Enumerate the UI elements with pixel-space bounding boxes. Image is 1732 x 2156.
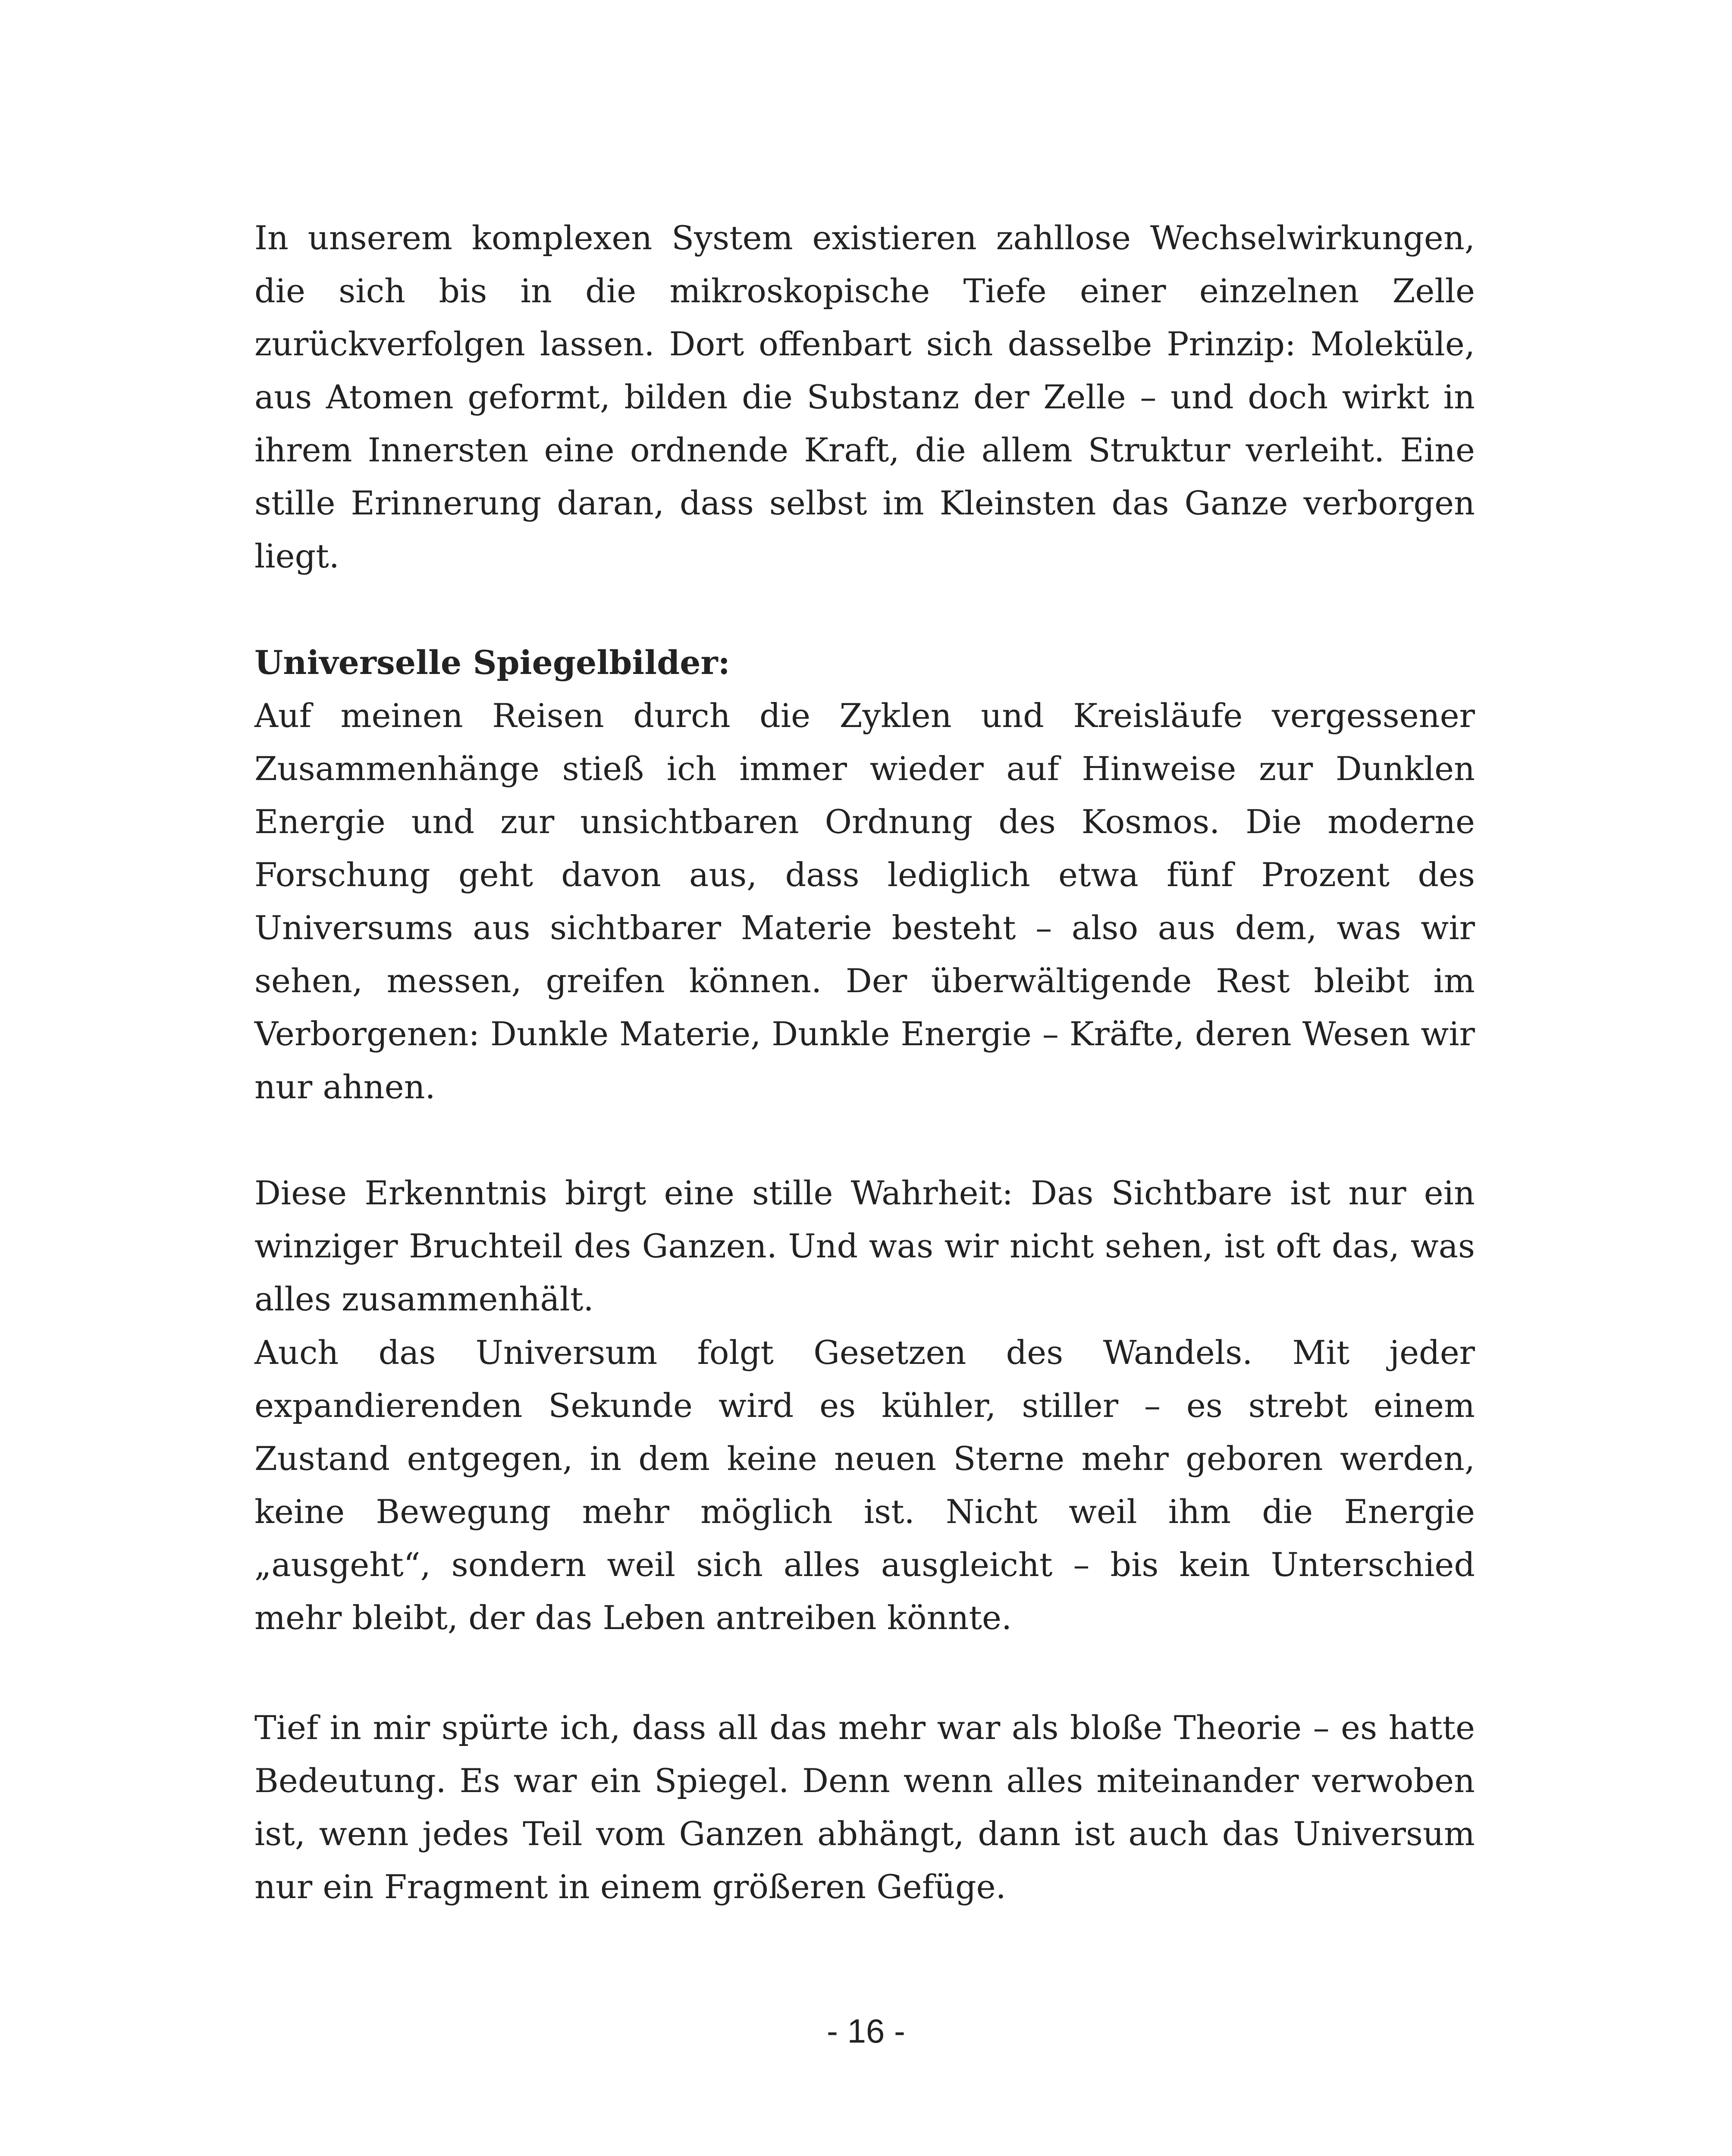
paragraph-visible-truth	[254, 1166, 1475, 1330]
paragraph-5: Tief in mir spürte ich, dass all das mehr war als bloße Theorie – es hatte Bedeutung. Es war ein Spiegel. Denn wenn alles miteinander verwoben ist, wenn jedes Teil vom Ganzen abhängt, dann ist auch das Universum nur ein Fragment in einem größeren Gefüge.	[254, 1708, 1475, 1906]
paragraph-4: Auch das Universum folgt Gesetzen des Wandels. Mit jeder expandierenden Sekunde wird es kühler, stiller – es strebt einem Zustand entgegen, in dem keine neuen Sterne mehr geboren werden, keine Bewegung mehr möglich ist. Nicht weil ihm die Energie „ausgeht“, sondern weil sich alles ausgleicht – bis kein Unterschied mehr bleibt, der das Leben antreiben könnte.	[254, 1333, 1475, 1637]
paragraph-3: Diese Erkenntnis birgt eine stille Wahrheit: Das Sichtbare ist nur ein winziger Bruchteil des Ganzen. Und was wir nicht sehen, ist oft das, was alles zusammenhält.	[254, 1174, 1475, 1318]
page-number: - 16 -	[826, 2012, 906, 2050]
paragraph-mirror	[254, 1701, 1475, 1921]
paragraph-cell-interactions	[254, 211, 1475, 591]
paragraph-dark-energy	[254, 689, 1475, 1120]
paragraph-universe-change	[254, 1326, 1475, 1654]
paragraph-1: In unserem komplexen System existieren zahllose Wechselwirkungen, die sich bis in die mikroskopische Tiefe einer einzelnen Zelle zurückverfolgen lassen. Dort offenbart sich dasselbe Prinzip: Moleküle, aus Atomen geformt, bilden die Substanz der Zelle – und doch wirkt in ihrem Innersten eine ordnende Kraft, die allem Struktur verleiht. Eine stille Erinnerung daran, dass selbst im Kleinsten das Ganze verborgen liegt.	[254, 219, 1475, 575]
paragraph-2: Auf meinen Reisen durch die Zyklen und Kreisläufe vergessener Zusammenhänge stieß ich immer wieder auf Hinweise zur Dunklen Energie und zur unsichtbaren Ordnung des Kosmos. Die moderne Forschung geht davon aus, dass lediglich etwa fünf Prozent des Universums aus sichtbarer Materie besteht – also aus dem, was wir sehen, messen, greifen können. Der überwältigende Rest bleibt im Verborgenen: Dunkle Materie, Dunkle Energie – Kräfte, deren Wesen wir nur ahnen.	[254, 696, 1475, 1106]
section-heading: Universelle Spiegelbilder:	[254, 643, 730, 682]
